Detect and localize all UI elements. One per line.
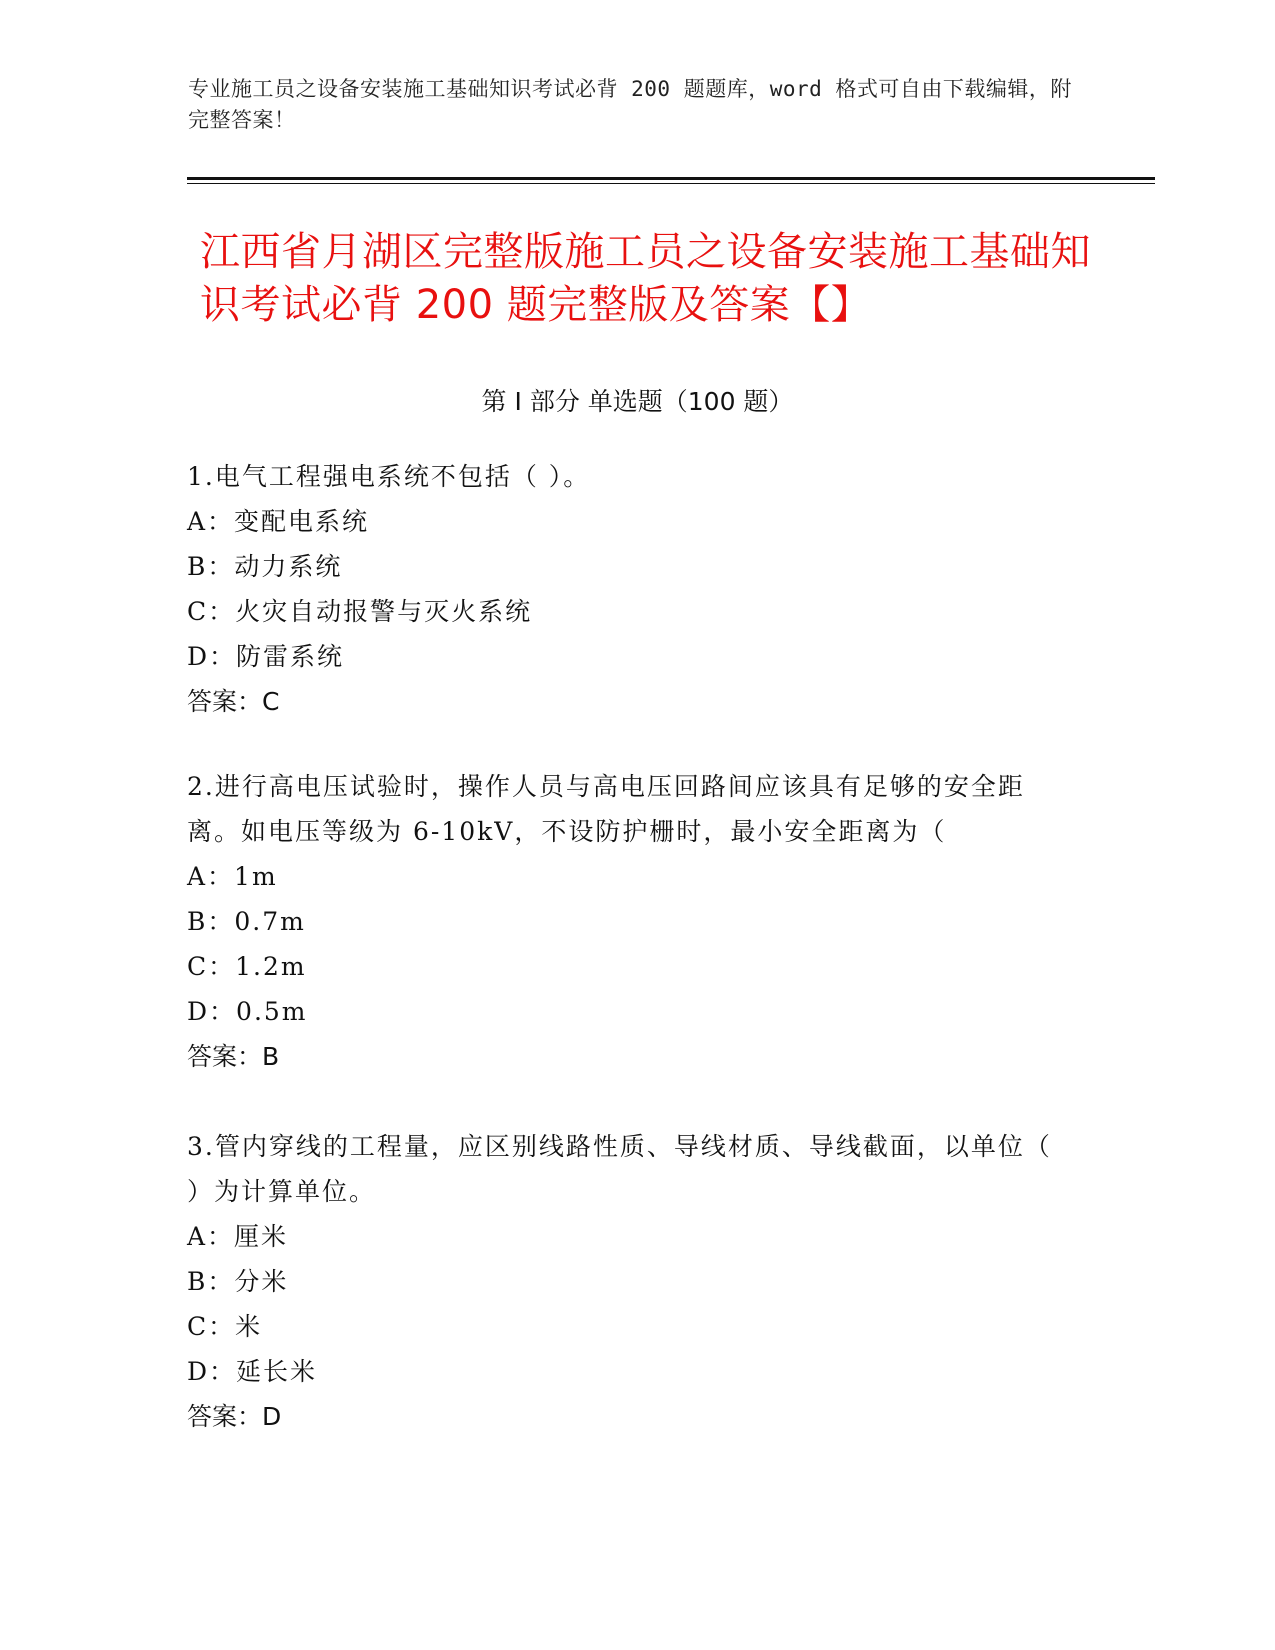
question-1	[187, 454, 1067, 724]
header-rule-thick	[187, 177, 1155, 180]
question-3	[187, 1124, 1067, 1439]
option-b: B：动力系统	[187, 552, 343, 581]
header-note: 专业施工员之设备安装施工基础知识考试必背 200 题题库，word 格式可自由下载编辑，附完整答案！	[188, 77, 1072, 132]
document-title: 江西省月湖区完整版施工员之设备安装施工基础知识考试必背 200 题完整版及答案【】	[200, 229, 1091, 328]
option-c: C：火灾自动报警与灭火系统	[187, 597, 533, 626]
answer: 答案：D	[187, 1402, 282, 1431]
header-rule-thin	[187, 183, 1155, 184]
option-c: C：米	[187, 1312, 263, 1341]
option-d: D：防雷系统	[187, 642, 345, 671]
option-b: B：0.7m	[187, 907, 306, 936]
question-stem: 2.进行高电压试验时，操作人员与高电压回路间应该具有足够的安全距离。如电压等级为 6-10kV，不设防护栅时，最小安全距离为（	[187, 772, 1025, 846]
question-stem: 1.电气工程强电系统不包括（ ）。	[187, 462, 591, 491]
option-a: A：变配电系统	[187, 507, 370, 536]
option-d: D：0.5m	[187, 997, 308, 1026]
option-a: A：厘米	[187, 1222, 289, 1251]
question-2	[187, 764, 1067, 1079]
option-d: D：延长米	[187, 1357, 318, 1386]
option-c: C：1.2m	[187, 952, 307, 981]
answer: 答案：C	[187, 687, 280, 716]
option-b: B：分米	[187, 1267, 289, 1296]
question-stem: 3.管内穿线的工程量，应区别线路性质、导线材质、导线截面，以单位（ ）为计算单位。	[187, 1132, 1052, 1206]
answer: 答案：B	[187, 1042, 280, 1071]
option-a: A：1m	[187, 862, 278, 891]
section-title: 第 I 部分 单选题（100 题）	[481, 387, 794, 416]
